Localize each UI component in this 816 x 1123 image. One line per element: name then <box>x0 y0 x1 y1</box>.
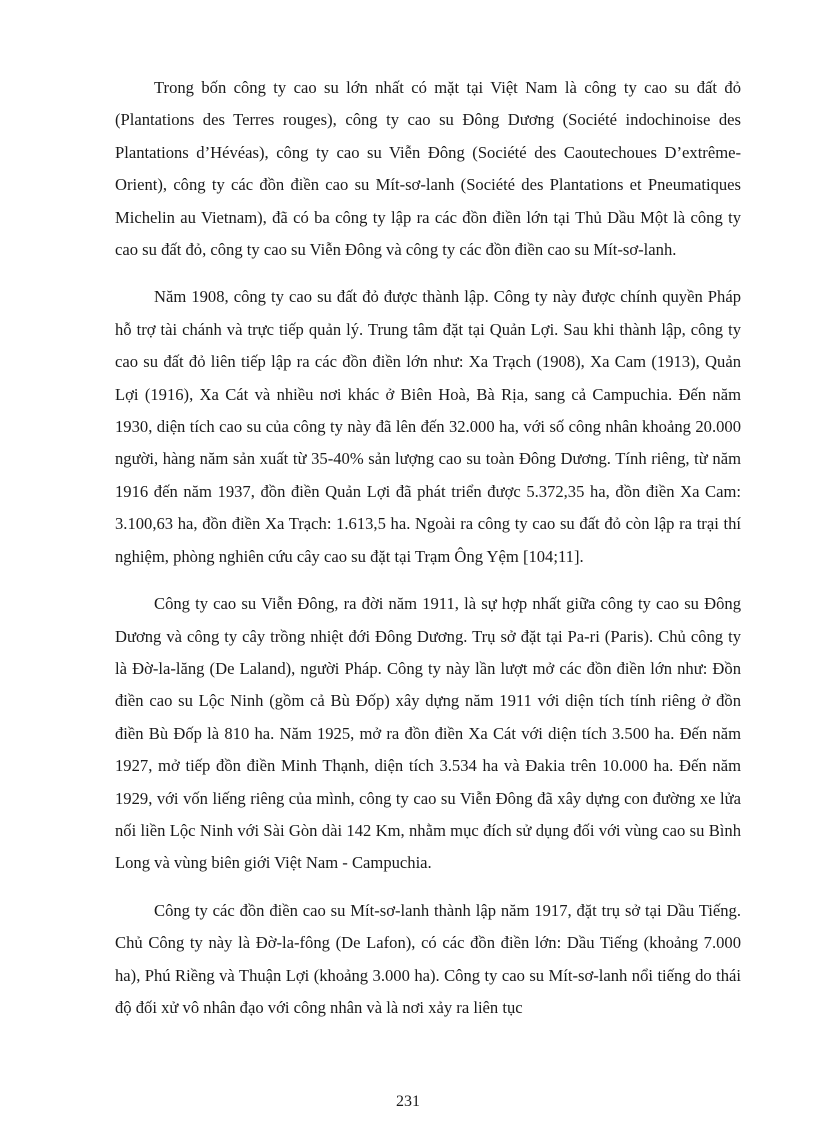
paragraph-michelin: Công ty các đồn điền cao su Mít-sơ-lanh thành lập năm 1917, đặt trụ sở tại Dầu Tiếng. Chủ Công ty này là Đờ-la-fông (De Lafon), có các đồn điền lớn: Dầu Tiếng (khoảng 7.000 ha), Phú Riềng và Thuận Lợi (khoảng 3.000 ha). Công ty cao su Mít-sơ-lanh nổi tiếng do thái độ đối xử vô nhân đạo với công nhân và là nơi xảy ra liên tục <box>115 900 741 1017</box>
paragraph-terres-rouges: Năm 1908, công ty cao su đất đỏ được thành lập. Công ty này được chính quyền Pháp hỗ trợ tài chánh và trực tiếp quản lý. Trung tâm đặt tại Quản Lợi. Sau khi thành lập, công ty cao su đất đỏ liên tiếp lập ra các đồn điền lớn như: Xa Trạch (1908), Xa Cam (1913), Quản Lợi (1916), Xa Cát và nhiều nơi khác ở Biên Hoà, Bà Rịa, sang cả Campuchia. Đến năm 1930, diện tích cao su của công ty này đã lên đến 32.000 ha, với số công nhân khoảng 20.000 người, hàng năm sản xuất từ 35-40% sản lượng cao su toàn Đông Dương. Tính riêng, từ năm 1916 đến năm 1937, đồn điền Quản Lợi đã phát triển được 5.372,35 ha, đồn điền Xa Cam: 3.100,63 ha, đồn điền Xa Trạch: 1.613,5 ha. Ngoài ra công ty cao su đất đỏ còn lập ra trại thí nghiệm, phòng nghiên cứu cây cao su đặt tại Trạm Ông Yệm [104;11]. <box>115 287 741 566</box>
paragraph-vien-dong: Công ty cao su Viễn Đông, ra đời năm 1911, là sự hợp nhất giữa công ty cao su Đông Dương và công ty cây trồng nhiệt đới Đông Dương. Trụ sở đặt tại Pa-ri (Paris). Chủ công ty là Đờ-la-lăng (De Laland), người Pháp. Công ty này lần lượt mở các đồn điền lớn như: Đồn điền cao su Lộc Ninh (gồm cả Bù Đốp) xây dựng năm 1911 với diện tích tính riêng ở đồn điền Bù Đốp là 810 ha. Năm 1925, mở ra đồn điền Xa Cát với diện tích 3.500 ha. Đến năm 1927, mở tiếp đồn điền Minh Thạnh, diện tích 3.534 ha và Đakia trên 10.000 ha. Đến năm 1929, với vốn liếng riêng của mình, công ty cao su Viễn Đông đã xây dựng con đường xe lửa nối liền Lộc Ninh với Sài Gòn dài 142 Km, nhằm mục đích sử dụng đối với vùng cao su Bình Long và vùng biên giới Việt Nam - Campuchia. <box>115 594 741 873</box>
page-number: 231 <box>396 1093 420 1110</box>
document-body <box>115 72 741 1039</box>
paragraph-rubber-companies: Trong bốn công ty cao su lớn nhất có mặt tại Việt Nam là công ty cao su đất đỏ (Plantations des Terres rouges), công ty cao su Đông Dương (Société indochinoise des Plantations d’Hévéas), công ty cao su Viễn Đông (Société des Caoutechoues D’extrême-Orient), công ty các đồn điền cao su Mít-sơ-lanh (Société des Plantations et Pneumatiques Michelin au Vietnam), đã có ba công ty lập ra các đồn điền lớn tại Thủ Dầu Một là công ty cao su đất đỏ, công ty cao su Viễn Đông và công ty các đồn điền cao su Mít-sơ-lanh. <box>115 78 741 260</box>
